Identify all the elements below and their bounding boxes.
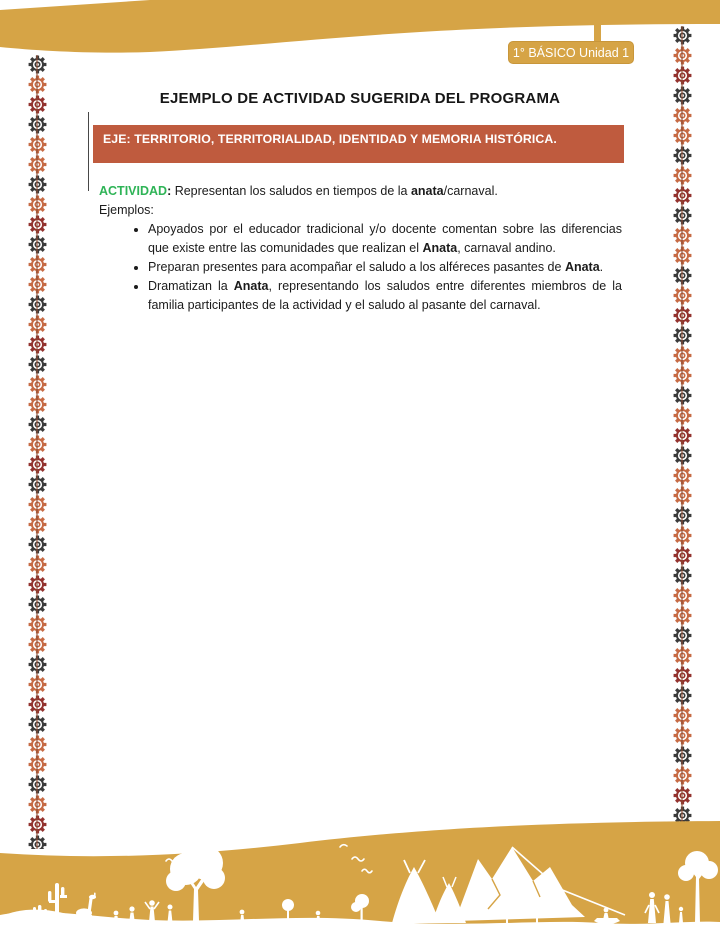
rosette-icon [673, 186, 692, 205]
example-item: • Apoyados por el educador tradicional y/o docente comentan sobre las diferencias que existe entre las comunidades que realizan el Anata, carnaval andino. [148, 220, 622, 258]
rosette-icon [673, 606, 692, 625]
left-rule [88, 112, 89, 191]
rosette-icon [28, 535, 47, 554]
rosette-icon [28, 495, 47, 514]
rosette-icon [673, 386, 692, 405]
rosette-icon [673, 686, 692, 705]
rosette-icon [673, 486, 692, 505]
bottom-landscape-decoration [0, 817, 720, 932]
rosette-icon [28, 195, 47, 214]
rosette-icon [28, 135, 47, 154]
rosette-icon [28, 235, 47, 254]
rosette-icon [673, 46, 692, 65]
rosette-icon [28, 115, 47, 134]
rosette-icon [28, 715, 47, 734]
rosette-icon [673, 66, 692, 85]
rosette-icon [673, 106, 692, 125]
activity-text-post: /carnaval. [443, 184, 498, 198]
activity-label-colon: : [167, 184, 172, 198]
rosette-icon [28, 175, 47, 194]
activity-label: ACTIVIDAD [99, 184, 168, 198]
rosette-icon [673, 446, 692, 465]
unit-badge: 1° BÁSICO Unidad 1 [508, 41, 634, 64]
eje-banner-label: EJE: TERRITORIO, TERRITORIALIDAD, IDENTIDAD Y MEMORIA HISTÓRICA. [103, 132, 557, 146]
rosette-icon [673, 746, 692, 765]
activity-section [99, 182, 622, 315]
rosette-icon [28, 155, 47, 174]
rosette-icon [673, 366, 692, 385]
example-item: • Dramatizan la Anata, representando los saludos entre diferentes miembros de la familia participantes de la actividad y el saludo al pasante del carnaval. [148, 277, 622, 315]
rosette-icon [28, 355, 47, 374]
rosette-icon [673, 346, 692, 365]
rosette-icon [28, 375, 47, 394]
rosette-icon [28, 775, 47, 794]
rosette-icon [28, 295, 47, 314]
rosette-icon [28, 795, 47, 814]
rosette-icon [28, 455, 47, 474]
rosette-icon [28, 735, 47, 754]
rosette-icon [28, 475, 47, 494]
rosette-icon [673, 26, 692, 45]
rosette-icon [28, 615, 47, 634]
rosette-icon [673, 526, 692, 545]
rosette-icon [28, 255, 47, 274]
rosette-icon [28, 675, 47, 694]
rosette-icon [673, 666, 692, 685]
rosette-icon [673, 786, 692, 805]
rosette-icon [28, 655, 47, 674]
eje-banner [93, 125, 624, 163]
rosette-icon [673, 626, 692, 645]
rosette-icon [673, 506, 692, 525]
rosette-icon [673, 326, 692, 345]
rosette-icon [673, 726, 692, 745]
rosette-icon [673, 646, 692, 665]
rosette-icon [673, 86, 692, 105]
rosette-icon [28, 635, 47, 654]
rosette-icon [28, 415, 47, 434]
rosette-icon [673, 546, 692, 565]
rosette-icon [673, 266, 692, 285]
right-ornament-border [672, 26, 692, 827]
rosette-icon [673, 406, 692, 425]
rosette-icon [28, 95, 47, 114]
rosette-icon [673, 566, 692, 585]
rosette-icon [28, 435, 47, 454]
rosette-icon [28, 215, 47, 234]
rosette-icon [673, 246, 692, 265]
rosette-icon [673, 166, 692, 185]
rosette-icon [673, 286, 692, 305]
rosette-icon [28, 55, 47, 74]
rosette-icon [28, 555, 47, 574]
rosette-icon [28, 755, 47, 774]
example-item: • Preparan presentes para acompañar el saludo a los alféreces pasantes de Anata. [148, 258, 622, 277]
rosette-icon [28, 515, 47, 534]
rosette-icon [28, 395, 47, 414]
activity-line [99, 182, 622, 201]
rosette-icon [673, 306, 692, 325]
rosette-icon [673, 766, 692, 785]
rosette-icon [673, 706, 692, 725]
rosette-icon [673, 226, 692, 245]
activity-text-bold: anata [410, 184, 444, 198]
left-ornament-border [27, 55, 47, 849]
rosette-icon [28, 275, 47, 294]
examples-list [99, 220, 622, 315]
rosette-icon [28, 595, 47, 614]
page-title: EJEMPLO DE ACTIVIDAD SUGERIDA DEL PROGRAMA [159, 90, 561, 107]
examples-label: Ejemplos: [99, 203, 154, 217]
rosette-icon [28, 575, 47, 594]
rosette-icon [673, 126, 692, 145]
rosette-icon [673, 466, 692, 485]
activity-text-pre: Representan los saludos en tiempos de la [171, 184, 411, 198]
rosette-icon [28, 315, 47, 334]
rosette-icon [673, 146, 692, 165]
rosette-icon [28, 695, 47, 714]
rosette-icon [673, 426, 692, 445]
rosette-icon [673, 206, 692, 225]
rosette-icon [673, 586, 692, 605]
rosette-icon [28, 335, 47, 354]
rosette-icon [28, 75, 47, 94]
